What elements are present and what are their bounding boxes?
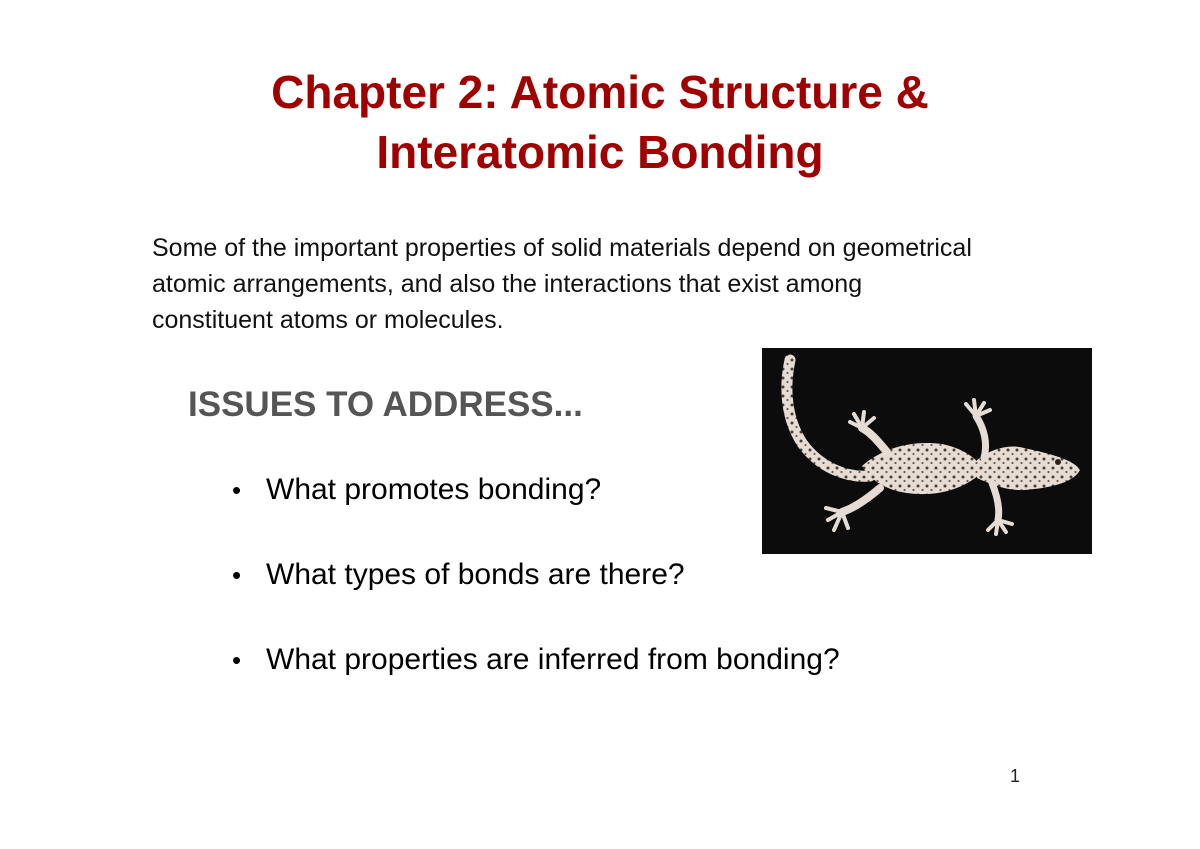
bullet-text: What promotes bonding? bbox=[266, 473, 602, 506]
issues-bullet-list bbox=[232, 470, 840, 725]
slide-title bbox=[0, 62, 1200, 182]
bullet-marker: • bbox=[232, 645, 242, 675]
page-number: 1 bbox=[1010, 766, 1021, 786]
bullet-text: What properties are inferred from bonding? bbox=[266, 643, 840, 676]
bullet-text: What types of bonds are there? bbox=[266, 558, 685, 591]
bullet-marker: • bbox=[232, 560, 242, 590]
slide-title-line-2: Interatomic Bonding bbox=[376, 126, 824, 178]
issues-heading: ISSUES TO ADDRESS... bbox=[188, 385, 583, 424]
bullet-item-inferred-properties bbox=[232, 640, 840, 680]
bullet-item-bond-types bbox=[232, 555, 840, 595]
bullet-marker: • bbox=[232, 475, 242, 505]
intro-paragraph: Some of the important properties of solid materials depend on geometrical atomic arrangements, and also the interactions that exist among constituent atoms or molecules. bbox=[152, 234, 972, 334]
bullet-item-promotes-bonding bbox=[232, 470, 840, 510]
slide-title-line-1: Chapter 2: Atomic Structure & bbox=[271, 66, 929, 118]
